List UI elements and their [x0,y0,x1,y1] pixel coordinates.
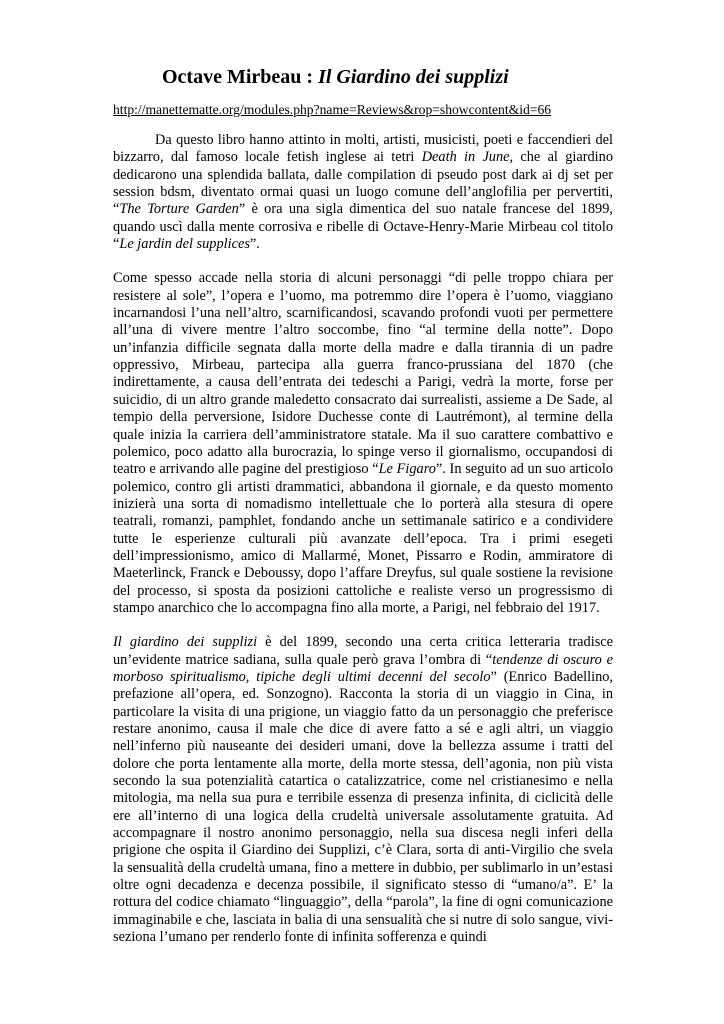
paragraph-2 [113,270,613,617]
paragraph-3 [113,634,613,946]
p2-italic-b: Le Figaro [378,461,436,478]
p3-text-d: ” (Enrico Badellino, prefazione all’opera, ed. Sonzogno). Racconta la storia di un viaggio in Cina, in particolare la visita di una prigione, un viaggio fatto da un personaggio che preferisce restare anonimo, causa il male che dice di avere fatto a sé e agli altri, un viaggio nell’inferno più nauseante dei desideri umani, dove la bellezza assume i tratti del dolore che porta lentamente alla morte, della morte stessa, dell’agonia, non più vista secondo la sua potenzialità catartica o catalizzatrice, come nel cristianesimo e nella mitologia, ma nella sua pura e terribile essenza di presenza infinita, di ciclicità delle ere all’interno di una logica della crudeltà universale assolutamente gratuita. Ad accompagnare il nostro anonimo personaggio, nella sua discesa negli inferi della prigione che ospita il Giardino dei Supplizi, c’è Clara, sorta di anti-Virgilio che svela la sensualità della crudeltà umana, fino a mettere in dubbio, per sublimarlo in un’estasi oltre ogni decadenza e decenza possibile, il significato stesso di “umano/a”. E’ la rottura del codice chiamato “linguaggio”, della “parola”, la fine di ogni comunicazione immaginabile e che, lasciata in balia di una sensualità che si nutre di solo sangue, vivi-seziona l’umano per renderlo fonte di infinita sofferenza e quindi [113,668,613,946]
title-author: Octave Mirbeau : [162,66,319,88]
p1-text-g: ”. [249,236,260,253]
p2-text-c: ”. In seguito ad un suo articolo polemico, contro gli artisti drammatici, abbandona il giornale, e da questo momento inizierà una sorta di nomadismo intellettuale che lo porterà alla stesura di opere teatrali, romanzi, pamphlet, fondando anche un settimanale satirico e a condividere tutte le esperienze culturali più avanzate dell’epoca. Tra i primi esegeti dell’impressionismo, amico di Mallarmé, Monet, Pissarro e Rodin, ammiratore di Maeterlinck, Franck e Deboussy, dopo l’affare Dreyfus, sul quale sostiene la revisione del processo, si sposta da posizioni cattoliche e realiste verso un progressismo di stampo anarchico che lo accompagna fino alla morte, a Parigi, nel febbraio del 1917. [113,461,613,616]
title-work: Il Giardino dei supplizi [318,66,509,88]
p3-text-b: è del 1899, secondo una certa critica letteraria tradisce un’evidente matrice sadiana, sulla quale però grava l’ombra di “ [113,634,614,668]
p1-text-e: ” è ora una sigla dimentica del suo natale francese del 1899, quando uscì dalla mente corrosiva e ribelle di Octave-Henry-Marie Mirbeau col titolo “ [113,201,613,253]
paragraph-1 [113,132,613,253]
page-title [162,62,613,92]
source-link[interactable]: http://manettematte.org/modules.php?name=Reviews&rop=showcontent&id=66 [113,102,552,117]
p3-italic-c: tendenze di oscuro e morboso spiritualismo, tipiche degli ultimi decenni del secolo [113,651,613,685]
p1-text-a: Da questo libro hanno attinto in molti, artisti, musicisti, poeti e faccendieri del bizzarro, dal famoso locale fetish inglese ai tetri [113,132,613,166]
p3-italic-a: Il giardino dei supplizi [113,634,258,651]
p2-text-a: Come spesso accade nella storia di alcuni personaggi “di pelle troppo chiara per resistere al sole”, l’opera e l’uomo, ma potremmo dire l’opera è l’uomo, viaggiano incarnandosi l’una nell’altro, scarnificandosi, scavando profondi vuoti per permettere all’una di vivere mentre l’altro soccombe, fino “al termine della notte”. Dopo un’infanzia difficile segnata dalla morte della madre e dalla tirannia di un padre oppressivo, Mirbeau, partecipa alla guerra franco-prussiana del 1870 (che indirettamente, a causa dell’entrata dei tedeschi a Parigi, vedrà la morte, forse per suicidio, di un altro grande maledetto consacrato dai surrealisti, assieme a De Sade, al tempio della perversione, Isidore Duchesse conte di Lautrémont), al termine della quale inizia la carriera dell’amministratore statale. Ma il suo carattere combattivo e polemico, poco adatto alla burocrazia, lo spinge verso il giornalismo, occupandosi di teatro e arrivando alle pagine del prestigioso “ [113,270,613,478]
p1-italic-b: Death in June [421,149,510,166]
document-page [113,62,613,946]
p1-text-c: , che al giardino dedicarono una splendida ballata, dalle compilation di pseudo post dark ai dj set per session bdsm, diventato ormai quasi un luogo comune dell’anglofilia per pervertiti, “ [113,149,613,218]
p1-italic-d: The Torture Garden [119,201,239,218]
p1-italic-f: Le jardin del supplices [119,236,250,253]
